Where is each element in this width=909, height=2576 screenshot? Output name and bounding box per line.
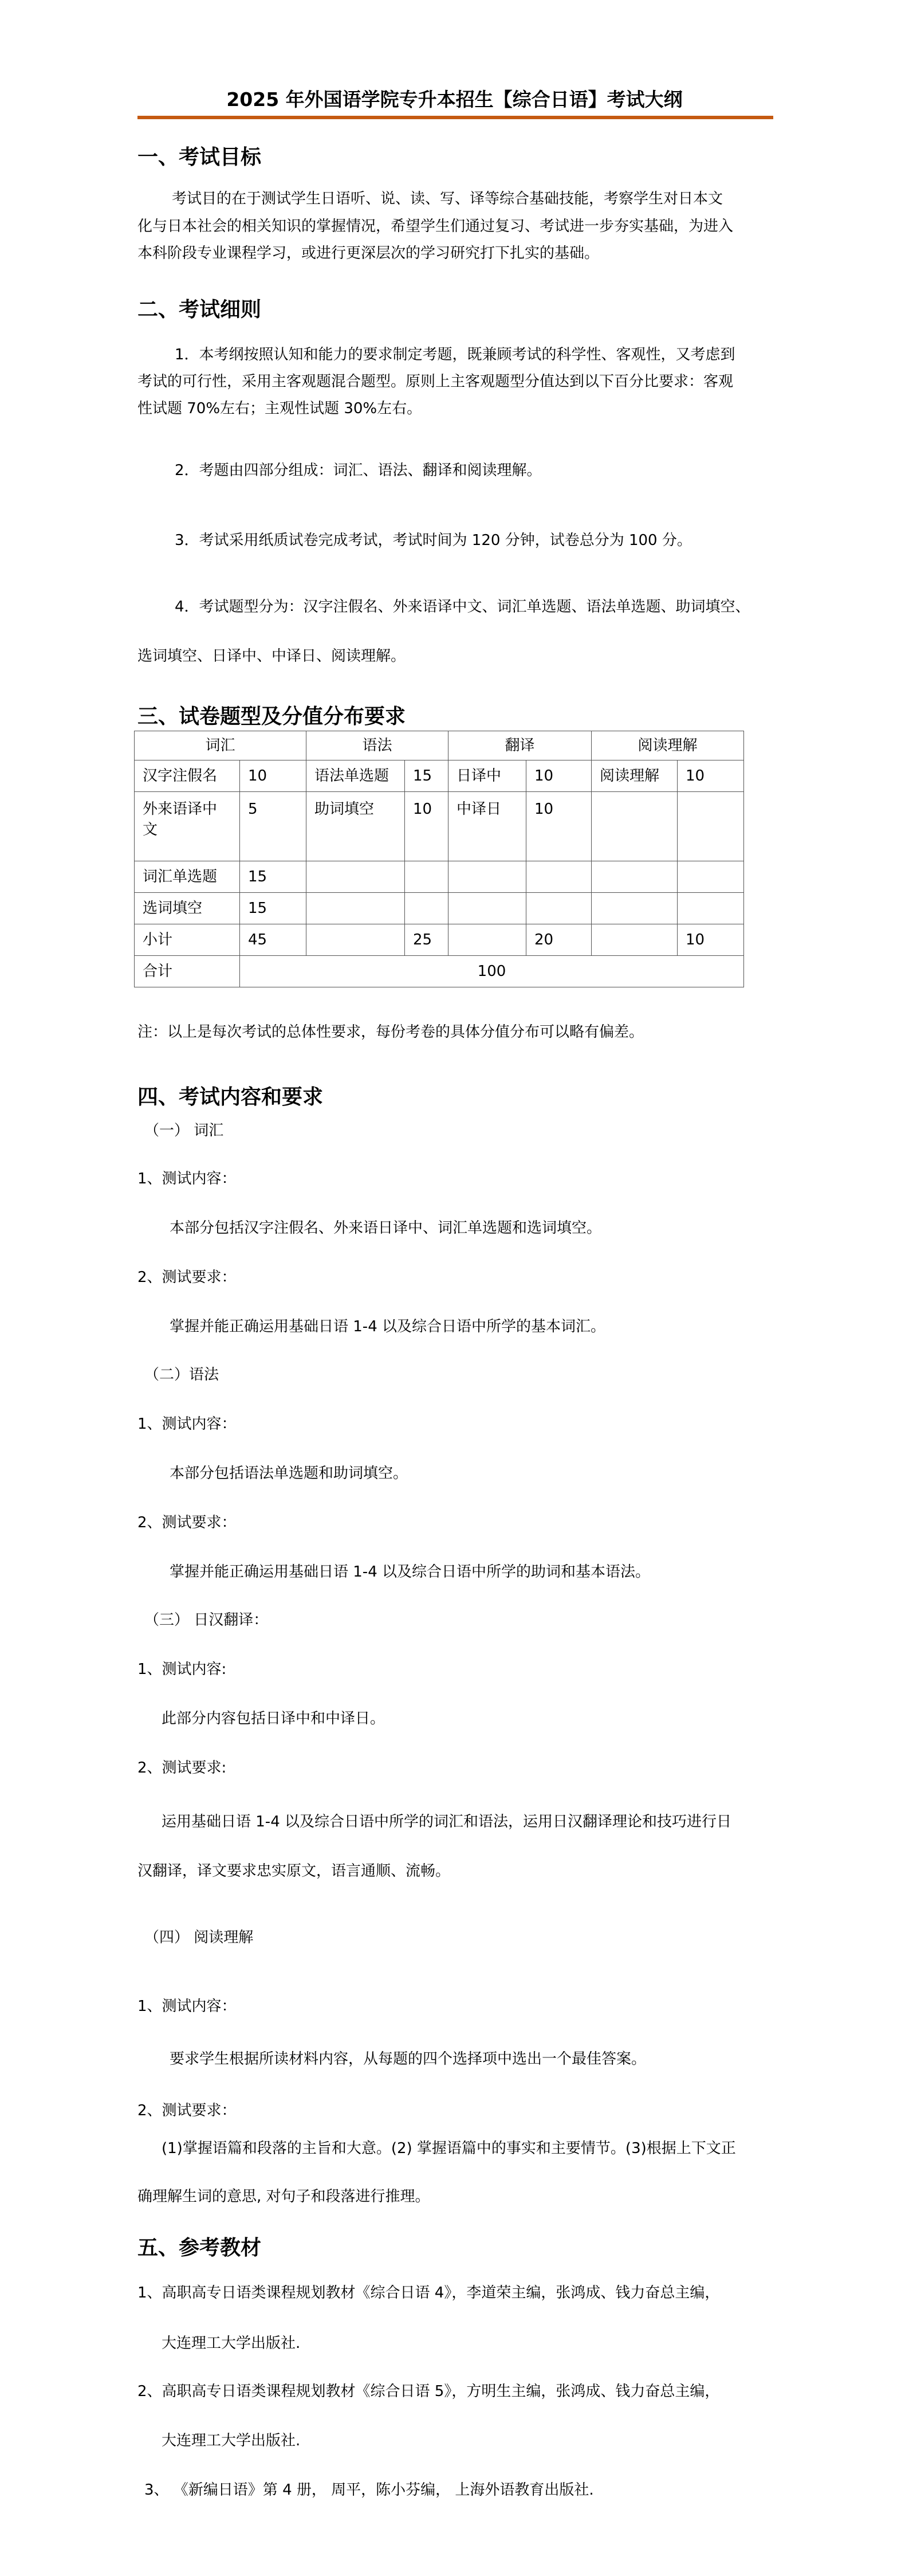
textbook-2-line-2: 大连理工大学出版社. [162, 2432, 301, 2449]
table-row-total [135, 956, 744, 987]
grammar-content-text: 本部分包括语法单选题和助词填空。 [170, 1465, 408, 1482]
distribution-note: 注：以上是每次考试的总体性要求，每份考卷的具体分值分布可以略有偏差。 [137, 1024, 644, 1041]
textbook-1-line-1: 1、高职高专日语类课程规划教材《综合日语 4》，李道荣主编，张鸿成、钱力奋总主编， [137, 2284, 720, 2301]
table-cell: 日译中 [448, 760, 526, 792]
section-heading-content: 四、考试内容和要求 [137, 1085, 324, 1109]
table-cell: 10 [526, 760, 592, 792]
table-cell [306, 893, 405, 924]
reading-content-text: 要求学生根据所读材料内容，从每题的四个选择项中选出一个最佳答案。 [170, 2050, 647, 2068]
table-row-subtotal [135, 924, 744, 956]
header-grammar: 语法 [306, 731, 448, 760]
rules-p4-line-2: 选词填空、日译中、中译日、阅读理解。 [137, 648, 406, 665]
section-heading-distribution: 三、试卷题型及分值分布要求 [137, 705, 406, 728]
table-cell [678, 792, 744, 861]
table-cell: 10 [678, 760, 744, 792]
table-row [135, 893, 744, 924]
rules-p2: 2．考题由四部分组成：词汇、语法、翻译和阅读理解。 [175, 462, 542, 479]
table-cell [405, 893, 448, 924]
table-cell [306, 861, 405, 893]
grammar-req-text: 掌握并能正确运用基础日语 1-4 以及综合日语中所学的助词和基本语法。 [170, 1563, 650, 1581]
subsection-translation: （三） 日汉翻译： [144, 1612, 269, 1629]
translation-req-line-2: 汉翻译，译文要求忠实原文，语言通顺、流畅。 [137, 1863, 451, 1880]
table-cell [448, 893, 526, 924]
document-title: 2025 年外国语学院专升本招生【综合日语】考试大纲 [226, 88, 683, 111]
table-cell: 45 [240, 924, 306, 956]
total-label: 合计 [135, 956, 240, 987]
table-cell [678, 893, 744, 924]
table-header-row [135, 731, 744, 760]
table-cell: 10 [240, 760, 306, 792]
subsection-grammar: （二）语法 [144, 1366, 219, 1383]
table-cell: 5 [240, 792, 306, 861]
subsection-vocab: （一） 词汇 [144, 1122, 224, 1139]
table-cell [678, 861, 744, 893]
table-cell [592, 792, 678, 861]
goals-line-1: 考试目的在于测试学生日语听、说、读、写、译等综合基础技能，考察学生对日本文 [172, 190, 723, 207]
table-cell: 10 [526, 792, 592, 861]
textbook-3-line-1: 3、 《新编日语》第 4 册， 周平，陈小芬编， 上海外语教育出版社. [144, 2481, 594, 2499]
vocab-req-text: 掌握并能正确运用基础日语 1-4 以及综合日语中所学的基本词汇。 [170, 1318, 605, 1335]
total-value: 100 [240, 956, 744, 987]
goals-line-3: 本科阶段专业课程学习，或进行更深层次的学习研究打下扎实的基础。 [137, 245, 600, 262]
table-cell: 15 [240, 893, 306, 924]
section-heading-textbooks: 五、参考教材 [137, 2236, 262, 2260]
table-cell: 中译日 [448, 792, 526, 861]
rules-p4-line-1: 4．考试题型分为：汉字注假名、外来语译中文、词汇单选题、语法单选题、助词填空、 [175, 598, 750, 615]
reading-req-line-2: 确理解生词的意思, 对句子和段落进行推理。 [137, 2188, 430, 2205]
table-cell [306, 924, 405, 956]
table-cell [592, 861, 678, 893]
rules-p1-line-2: 考试的可行性，采用主客观题混合题型。原则上主客观题型分值达到以下百分比要求：客观 [137, 373, 734, 390]
table-cell: 助词填空 [306, 792, 405, 861]
table-cell: 25 [405, 924, 448, 956]
table-cell: 阅读理解 [592, 760, 678, 792]
vocab-content-label: 1、测试内容： [137, 1170, 237, 1187]
table-cell: 15 [240, 861, 306, 893]
table-cell: 语法单选题 [306, 760, 405, 792]
title-rule [137, 116, 773, 119]
rules-p3: 3．考试采用纸质试卷完成考试，考试时间为 120 分钟，试卷总分为 100 分。 [175, 532, 692, 549]
table-cell: 小计 [135, 924, 240, 956]
textbook-2-line-1: 2、高职高专日语类课程规划教材《综合日语 5》，方明生主编，张鸿成、钱力奋总主编， [137, 2383, 720, 2400]
table-cell: 20 [526, 924, 592, 956]
table-cell: 词汇单选题 [135, 861, 240, 893]
reading-content-label: 1、测试内容： [137, 1998, 237, 2015]
score-distribution-table [134, 731, 744, 987]
table-row [135, 792, 744, 861]
table-cell [448, 861, 526, 893]
header-vocab: 词汇 [135, 731, 306, 760]
grammar-content-label: 1、测试内容： [137, 1416, 237, 1433]
table-cell: 汉字注假名 [135, 760, 240, 792]
rules-p1-line-1: 1．本考纲按照认知和能力的要求制定考题，既兼顾考试的科学性、客观性，又考虑到 [175, 346, 735, 363]
reading-req-line-1: (1)掌握语篇和段落的主旨和大意。(2) 掌握语篇中的事实和主要情节。(3)根据上下文正 [162, 2140, 736, 2157]
table-cell [448, 924, 526, 956]
section-heading-rules: 二、考试细则 [137, 298, 262, 321]
table-cell: 10 [678, 924, 744, 956]
textbook-1-line-2: 大连理工大学出版社. [162, 2335, 301, 2352]
header-translation: 翻译 [448, 731, 592, 760]
reading-req-label: 2、测试要求： [137, 2102, 237, 2119]
table-cell: 10 [405, 792, 448, 861]
translation-req-line-1: 运用基础日语 1-4 以及综合日语中所学的词汇和语法，运用日汉翻译理论和技巧进行日 [162, 1813, 731, 1830]
vocab-content-text: 本部分包括汉字注假名、外来语日译中、词汇单选题和选词填空。 [170, 1220, 602, 1237]
translation-req-label: 2、测试要求: [137, 1759, 227, 1777]
rules-p1-line-3: 性试题 70%左右；主观性试题 30%左右。 [137, 400, 422, 417]
translation-content-text: 此部分内容包括日译中和中译日。 [162, 1710, 385, 1727]
goals-line-2: 化与日本社会的相关知识的掌握情况，希望学生们通过复习、考试进一步夯实基础，为进入 [137, 218, 734, 235]
grammar-req-label: 2、测试要求： [137, 1514, 237, 1531]
translation-content-label: 1、测试内容: [137, 1661, 227, 1678]
table-cell: 15 [405, 760, 448, 792]
table-cell [592, 924, 678, 956]
table-cell: 选词填空 [135, 893, 240, 924]
table-cell [526, 893, 592, 924]
table-cell: 外来语译中文 [135, 792, 240, 861]
vocab-req-label: 2、测试要求： [137, 1269, 237, 1286]
table-cell [405, 861, 448, 893]
table-cell [526, 861, 592, 893]
table-row [135, 760, 744, 792]
subsection-reading: （四） 阅读理解 [144, 1929, 254, 1946]
table-row [135, 861, 744, 893]
section-heading-goals: 一、考试目标 [137, 146, 262, 169]
header-reading: 阅读理解 [592, 731, 744, 760]
table-cell [592, 893, 678, 924]
